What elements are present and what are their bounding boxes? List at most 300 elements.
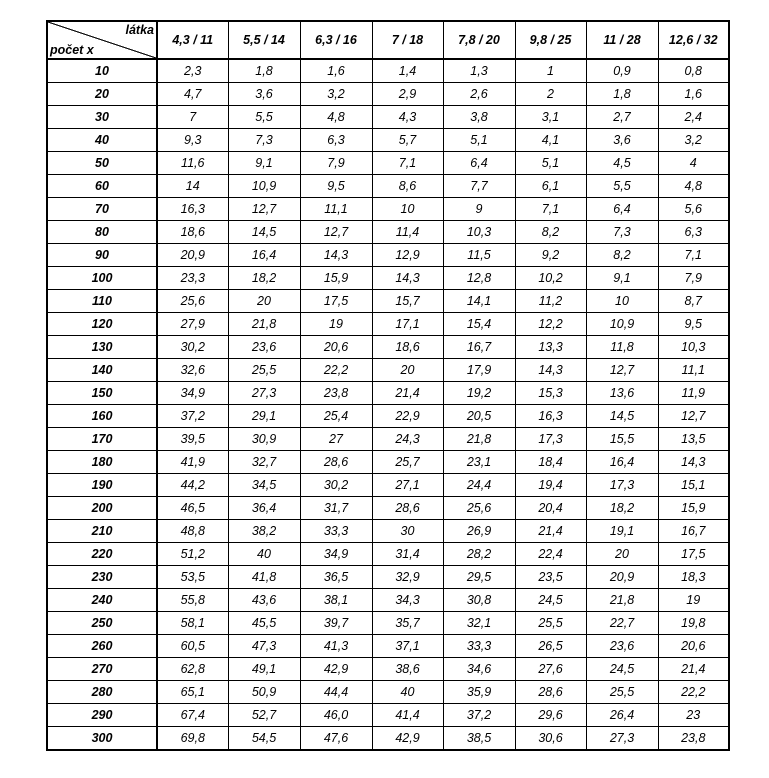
- table-cell: 1: [515, 59, 586, 83]
- table-row: [47, 635, 729, 658]
- table-cell: 7,3: [228, 129, 300, 152]
- table-cell: 55,8: [157, 589, 228, 612]
- table-cell: 11,5: [443, 244, 515, 267]
- row-header: 160: [47, 405, 157, 428]
- table-row: [47, 290, 729, 313]
- table-cell: 32,9: [372, 566, 443, 589]
- row-header: 90: [47, 244, 157, 267]
- row-header: 280: [47, 681, 157, 704]
- row-header: 130: [47, 336, 157, 359]
- table-cell: 19,4: [515, 474, 586, 497]
- table-cell: 39,5: [157, 428, 228, 451]
- table-cell: 62,8: [157, 658, 228, 681]
- table-cell: 4,1: [515, 129, 586, 152]
- table-cell: 38,2: [228, 520, 300, 543]
- table-row: [47, 59, 729, 83]
- row-header: 50: [47, 152, 157, 175]
- table-cell: 23: [658, 704, 729, 727]
- table-cell: 37,2: [443, 704, 515, 727]
- table-cell: 14,1: [443, 290, 515, 313]
- table-cell: 20: [372, 359, 443, 382]
- row-header: 140: [47, 359, 157, 382]
- table-cell: 32,6: [157, 359, 228, 382]
- table-cell: 42,9: [372, 727, 443, 751]
- table-cell: 14,3: [658, 451, 729, 474]
- table-cell: 17,5: [300, 290, 372, 313]
- table-row: [47, 152, 729, 175]
- table-cell: 25,5: [515, 612, 586, 635]
- table-cell: 46,5: [157, 497, 228, 520]
- table-cell: 16,7: [443, 336, 515, 359]
- table-row: [47, 221, 729, 244]
- table-cell: 7,3: [586, 221, 658, 244]
- table-cell: 47,6: [300, 727, 372, 751]
- table-cell: 15,4: [443, 313, 515, 336]
- table-cell: 37,1: [372, 635, 443, 658]
- table-cell: 10,3: [443, 221, 515, 244]
- table-cell: 9,3: [157, 129, 228, 152]
- row-header: 150: [47, 382, 157, 405]
- table-row: [47, 474, 729, 497]
- row-header: 60: [47, 175, 157, 198]
- table-row: [47, 382, 729, 405]
- table-cell: 27,6: [515, 658, 586, 681]
- table-cell: 6,1: [515, 175, 586, 198]
- table-cell: 44,2: [157, 474, 228, 497]
- table-cell: 5,1: [515, 152, 586, 175]
- table-cell: 27,1: [372, 474, 443, 497]
- table-cell: 8,2: [586, 244, 658, 267]
- table-cell: 65,1: [157, 681, 228, 704]
- table-cell: 35,9: [443, 681, 515, 704]
- table-cell: 7,9: [300, 152, 372, 175]
- table-cell: 24,5: [515, 589, 586, 612]
- table-cell: 6,3: [658, 221, 729, 244]
- table-cell: 22,2: [658, 681, 729, 704]
- table-cell: 17,3: [515, 428, 586, 451]
- table-cell: 7,9: [658, 267, 729, 290]
- row-header: 260: [47, 635, 157, 658]
- table-cell: 15,3: [515, 382, 586, 405]
- row-header: 110: [47, 290, 157, 313]
- table-cell: 20,9: [586, 566, 658, 589]
- table-cell: 1,3: [443, 59, 515, 83]
- table-cell: 30,9: [228, 428, 300, 451]
- table-cell: 1,8: [228, 59, 300, 83]
- table-cell: 40: [228, 543, 300, 566]
- table-cell: 38,1: [300, 589, 372, 612]
- row-header: 250: [47, 612, 157, 635]
- table-cell: 23,3: [157, 267, 228, 290]
- table-cell: 12,7: [586, 359, 658, 382]
- table-cell: 45,5: [228, 612, 300, 635]
- row-header: 200: [47, 497, 157, 520]
- table-cell: 1,6: [300, 59, 372, 83]
- table-cell: 3,6: [228, 83, 300, 106]
- table-cell: 11,6: [157, 152, 228, 175]
- table-cell: 7,1: [658, 244, 729, 267]
- table-cell: 20,6: [658, 635, 729, 658]
- table-cell: 20,9: [157, 244, 228, 267]
- table-row: [47, 497, 729, 520]
- table-cell: 15,1: [658, 474, 729, 497]
- table-cell: 8,7: [658, 290, 729, 313]
- table-cell: 34,9: [157, 382, 228, 405]
- table-cell: 48,8: [157, 520, 228, 543]
- row-header: 70: [47, 198, 157, 221]
- table-cell: 50,9: [228, 681, 300, 704]
- table-cell: 17,9: [443, 359, 515, 382]
- table-cell: 6,4: [443, 152, 515, 175]
- table-header: [47, 21, 729, 59]
- table-cell: 0,8: [658, 59, 729, 83]
- table-cell: 7: [157, 106, 228, 129]
- table-cell: 12,7: [300, 221, 372, 244]
- row-header: 120: [47, 313, 157, 336]
- table-cell: 13,6: [586, 382, 658, 405]
- table-cell: 11,9: [658, 382, 729, 405]
- table-cell: 26,9: [443, 520, 515, 543]
- table-cell: 15,7: [372, 290, 443, 313]
- table-cell: 30,2: [157, 336, 228, 359]
- table-cell: 25,4: [300, 405, 372, 428]
- table-cell: 31,4: [372, 543, 443, 566]
- column-header: 6,3 / 16: [300, 21, 372, 59]
- table-cell: 22,7: [586, 612, 658, 635]
- table-cell: 14,3: [515, 359, 586, 382]
- table-cell: 21,4: [372, 382, 443, 405]
- table-cell: 7,1: [515, 198, 586, 221]
- table-cell: 11,1: [658, 359, 729, 382]
- table-cell: 25,7: [372, 451, 443, 474]
- table-cell: 23,6: [586, 635, 658, 658]
- table-cell: 20,6: [300, 336, 372, 359]
- table-row: [47, 313, 729, 336]
- table-row: [47, 83, 729, 106]
- table-cell: 10,3: [658, 336, 729, 359]
- table-cell: 60,5: [157, 635, 228, 658]
- table-cell: 35,7: [372, 612, 443, 635]
- table-cell: 30,8: [443, 589, 515, 612]
- table-cell: 9,2: [515, 244, 586, 267]
- column-header: 7,8 / 20: [443, 21, 515, 59]
- table-cell: 43,6: [228, 589, 300, 612]
- table-cell: 29,5: [443, 566, 515, 589]
- table-cell: 46,0: [300, 704, 372, 727]
- table-cell: 4: [658, 152, 729, 175]
- table-cell: 6,3: [300, 129, 372, 152]
- table-cell: 1,6: [658, 83, 729, 106]
- table-cell: 15,9: [658, 497, 729, 520]
- table-cell: 24,3: [372, 428, 443, 451]
- table-cell: 3,1: [515, 106, 586, 129]
- table-cell: 30,6: [515, 727, 586, 751]
- table-cell: 29,1: [228, 405, 300, 428]
- table-cell: 11,1: [300, 198, 372, 221]
- table-cell: 5,7: [372, 129, 443, 152]
- row-header: 220: [47, 543, 157, 566]
- table-cell: 11,8: [586, 336, 658, 359]
- table-cell: 20,4: [515, 497, 586, 520]
- table-cell: 22,9: [372, 405, 443, 428]
- table-cell: 41,9: [157, 451, 228, 474]
- row-header: 20: [47, 83, 157, 106]
- table-cell: 10,2: [515, 267, 586, 290]
- table-cell: 20,5: [443, 405, 515, 428]
- table-cell: 2: [515, 83, 586, 106]
- table-cell: 34,6: [443, 658, 515, 681]
- table-cell: 34,9: [300, 543, 372, 566]
- corner-cell: [47, 21, 157, 59]
- table-cell: 38,5: [443, 727, 515, 751]
- row-header: 240: [47, 589, 157, 612]
- table-cell: 9,1: [228, 152, 300, 175]
- table-cell: 21,8: [443, 428, 515, 451]
- table-cell: 41,4: [372, 704, 443, 727]
- table-cell: 27,3: [228, 382, 300, 405]
- table-row: [47, 428, 729, 451]
- table-cell: 36,5: [300, 566, 372, 589]
- table-cell: 27: [300, 428, 372, 451]
- table-cell: 33,3: [300, 520, 372, 543]
- table-cell: 14,5: [586, 405, 658, 428]
- table-cell: 28,6: [515, 681, 586, 704]
- column-header: 11 / 28: [586, 21, 658, 59]
- table-cell: 19,1: [586, 520, 658, 543]
- table-cell: 28,2: [443, 543, 515, 566]
- table-cell: 25,5: [228, 359, 300, 382]
- table-cell: 7,1: [372, 152, 443, 175]
- table-body: [47, 59, 729, 750]
- table-cell: 9,1: [586, 267, 658, 290]
- table-row: [47, 451, 729, 474]
- table-cell: 2,9: [372, 83, 443, 106]
- table-cell: 5,1: [443, 129, 515, 152]
- row-header: 190: [47, 474, 157, 497]
- row-header: 100: [47, 267, 157, 290]
- table-row: [47, 727, 729, 751]
- table-cell: 23,5: [515, 566, 586, 589]
- table-cell: 2,4: [658, 106, 729, 129]
- column-header: 12,6 / 32: [658, 21, 729, 59]
- table-row: [47, 589, 729, 612]
- table-row: [47, 681, 729, 704]
- table-row: [47, 704, 729, 727]
- table-row: [47, 106, 729, 129]
- table-cell: 67,4: [157, 704, 228, 727]
- table-cell: 9,5: [658, 313, 729, 336]
- table-cell: 4,7: [157, 83, 228, 106]
- table-row: [47, 612, 729, 635]
- table-cell: 14,3: [372, 267, 443, 290]
- table-cell: 3,8: [443, 106, 515, 129]
- table-row: [47, 566, 729, 589]
- table-cell: 11,2: [515, 290, 586, 313]
- table-cell: 19,8: [658, 612, 729, 635]
- table-cell: 41,8: [228, 566, 300, 589]
- table-cell: 18,3: [658, 566, 729, 589]
- table-cell: 3,6: [586, 129, 658, 152]
- table-cell: 8,2: [515, 221, 586, 244]
- row-header: 30: [47, 106, 157, 129]
- table-cell: 3,2: [300, 83, 372, 106]
- row-header: 80: [47, 221, 157, 244]
- column-header: 5,5 / 14: [228, 21, 300, 59]
- table-cell: 6,4: [586, 198, 658, 221]
- table-cell: 5,5: [586, 175, 658, 198]
- table-cell: 30,2: [300, 474, 372, 497]
- table-cell: 31,7: [300, 497, 372, 520]
- table-cell: 44,4: [300, 681, 372, 704]
- table-row: [47, 267, 729, 290]
- row-header: 40: [47, 129, 157, 152]
- table-cell: 2,7: [586, 106, 658, 129]
- table-cell: 22,2: [300, 359, 372, 382]
- table-cell: 34,3: [372, 589, 443, 612]
- table-cell: 4,8: [300, 106, 372, 129]
- table-row: [47, 336, 729, 359]
- table-cell: 0,9: [586, 59, 658, 83]
- table-cell: 36,4: [228, 497, 300, 520]
- table-cell: 19: [300, 313, 372, 336]
- table-cell: 9: [443, 198, 515, 221]
- table-cell: 2,6: [443, 83, 515, 106]
- table-cell: 12,7: [658, 405, 729, 428]
- row-header: 10: [47, 59, 157, 83]
- table-cell: 27,9: [157, 313, 228, 336]
- table-cell: 16,3: [515, 405, 586, 428]
- table-cell: 23,8: [658, 727, 729, 751]
- table-cell: 40: [372, 681, 443, 704]
- table-cell: 1,4: [372, 59, 443, 83]
- table-cell: 5,5: [228, 106, 300, 129]
- table-row: [47, 405, 729, 428]
- table-cell: 23,1: [443, 451, 515, 474]
- column-header: 9,8 / 25: [515, 21, 586, 59]
- table-cell: 16,3: [157, 198, 228, 221]
- table-row: [47, 129, 729, 152]
- table-cell: 14,3: [300, 244, 372, 267]
- table-cell: 25,6: [157, 290, 228, 313]
- table-cell: 4,5: [586, 152, 658, 175]
- table-row: [47, 244, 729, 267]
- table-cell: 19: [658, 589, 729, 612]
- table-cell: 28,6: [300, 451, 372, 474]
- table-cell: 12,9: [372, 244, 443, 267]
- table-cell: 1,8: [586, 83, 658, 106]
- table-cell: 30: [372, 520, 443, 543]
- table-cell: 32,7: [228, 451, 300, 474]
- table-cell: 21,4: [515, 520, 586, 543]
- table-cell: 3,2: [658, 129, 729, 152]
- table-cell: 12,8: [443, 267, 515, 290]
- table-row: [47, 175, 729, 198]
- table-cell: 10: [372, 198, 443, 221]
- table-cell: 18,6: [372, 336, 443, 359]
- table-row: [47, 198, 729, 221]
- table-cell: 12,2: [515, 313, 586, 336]
- table-cell: 14: [157, 175, 228, 198]
- table-cell: 17,1: [372, 313, 443, 336]
- table-cell: 47,3: [228, 635, 300, 658]
- row-header: 180: [47, 451, 157, 474]
- table-cell: 17,5: [658, 543, 729, 566]
- table-cell: 23,6: [228, 336, 300, 359]
- conversion-table: [46, 20, 730, 751]
- column-header: 4,3 / 11: [157, 21, 228, 59]
- table-cell: 16,4: [586, 451, 658, 474]
- table-row: [47, 543, 729, 566]
- table-cell: 19,2: [443, 382, 515, 405]
- table-cell: 69,8: [157, 727, 228, 751]
- table-cell: 13,5: [658, 428, 729, 451]
- table-cell: 22,4: [515, 543, 586, 566]
- row-header: 300: [47, 727, 157, 751]
- table-cell: 33,3: [443, 635, 515, 658]
- table-cell: 12,7: [228, 198, 300, 221]
- column-axis-label: látka: [125, 23, 154, 37]
- table-cell: 10,9: [228, 175, 300, 198]
- table-cell: 15,5: [586, 428, 658, 451]
- table-cell: 34,5: [228, 474, 300, 497]
- table-cell: 20: [586, 543, 658, 566]
- row-axis-label: počet x: [50, 43, 94, 57]
- table-cell: 16,7: [658, 520, 729, 543]
- table-cell: 25,5: [586, 681, 658, 704]
- row-header: 170: [47, 428, 157, 451]
- row-header: 230: [47, 566, 157, 589]
- table-cell: 14,5: [228, 221, 300, 244]
- table-row: [47, 520, 729, 543]
- row-header: 270: [47, 658, 157, 681]
- table-cell: 39,7: [300, 612, 372, 635]
- table-cell: 26,4: [586, 704, 658, 727]
- table-cell: 18,2: [586, 497, 658, 520]
- column-header: 7 / 18: [372, 21, 443, 59]
- table-cell: 24,4: [443, 474, 515, 497]
- row-header: 210: [47, 520, 157, 543]
- table-cell: 18,4: [515, 451, 586, 474]
- table-cell: 18,6: [157, 221, 228, 244]
- table-cell: 21,4: [658, 658, 729, 681]
- row-header: 290: [47, 704, 157, 727]
- table-cell: 54,5: [228, 727, 300, 751]
- table-row: [47, 658, 729, 681]
- table-cell: 8,6: [372, 175, 443, 198]
- table-cell: 24,5: [586, 658, 658, 681]
- table-cell: 51,2: [157, 543, 228, 566]
- table-cell: 15,9: [300, 267, 372, 290]
- table-cell: 5,6: [658, 198, 729, 221]
- table-cell: 29,6: [515, 704, 586, 727]
- table-cell: 7,7: [443, 175, 515, 198]
- table-cell: 4,3: [372, 106, 443, 129]
- table-cell: 21,8: [586, 589, 658, 612]
- table-cell: 21,8: [228, 313, 300, 336]
- table-cell: 9,5: [300, 175, 372, 198]
- table-cell: 4,8: [658, 175, 729, 198]
- table-cell: 10,9: [586, 313, 658, 336]
- table-cell: 27,3: [586, 727, 658, 751]
- table-cell: 58,1: [157, 612, 228, 635]
- table-cell: 52,7: [228, 704, 300, 727]
- table-cell: 41,3: [300, 635, 372, 658]
- table-cell: 11,4: [372, 221, 443, 244]
- table-cell: 32,1: [443, 612, 515, 635]
- table-row: [47, 359, 729, 382]
- table-cell: 26,5: [515, 635, 586, 658]
- table-cell: 10: [586, 290, 658, 313]
